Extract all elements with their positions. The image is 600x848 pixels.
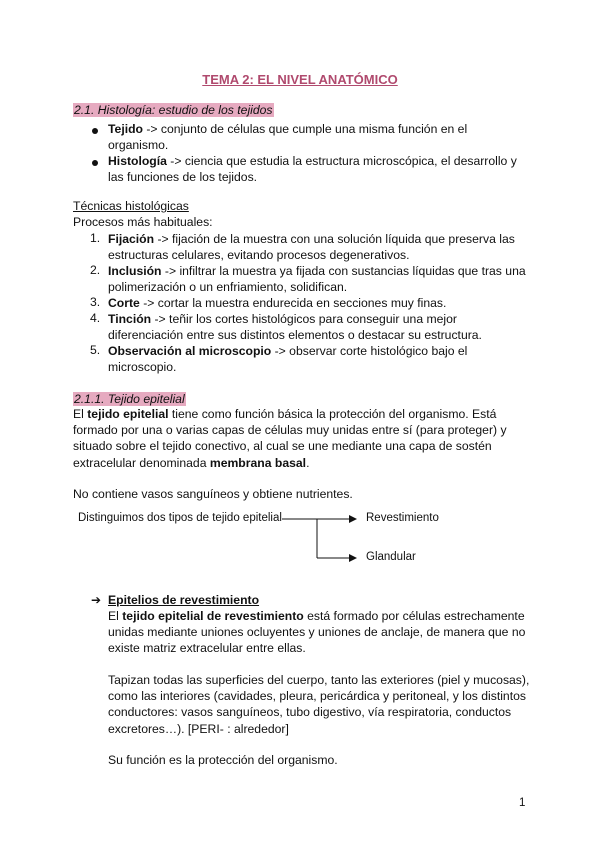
paragraph-funcion: Su función es la protección del organismo. <box>108 753 338 767</box>
heading-epitelios-revestimiento: Epitelios de revestimiento <box>108 593 260 607</box>
list-item: Observación al microscopio -> observar corte histológico bajo el microscopio. <box>108 344 468 375</box>
page-title: TEMA 2: EL NIVEL ANATÓMICO <box>202 72 398 87</box>
term-tejido: Tejido <box>108 122 143 136</box>
paragraph-revestimiento-2: Tapizan todas las superficies del cuerpo, tanto las exteriores (piel y mucosas), como las interiores (cavidades, pleura, pericárdica y peritoneal, y los distintos conductores: vasos sanguíneos, tubo digestivo, vía respiratoria, conductos excretores…). [PERI- : alrededor] <box>108 673 530 736</box>
list-number: 2. <box>90 263 101 277</box>
section-heading-2-1-1: 2.1.1. Tejido epitelial <box>74 392 185 406</box>
list-item: Tinción -> teñir los cortes histológicos para conseguir una mejor diferenciación entre sus distintos elementos o destacar su estructura. <box>108 312 482 343</box>
bullet-histologia: Histología -> ciencia que estudia la estructura microscópica, el desarrollo y las funciones de los tejidos. <box>108 154 517 185</box>
section-heading-2-1: 2.1. Histología: estudio de los tejidos <box>74 103 273 117</box>
list-number: 4. <box>90 311 101 325</box>
arrow-right-icon: ➔ <box>91 593 102 607</box>
diagram-target-glandular: Glandular <box>366 551 416 563</box>
list-number: 5. <box>90 343 101 357</box>
heading-tecnicas: Técnicas histológicas <box>73 199 189 213</box>
page-number: 1 <box>519 797 526 809</box>
bullet-tejido: Tejido -> conjunto de células que cumple una misma función en el organismo. <box>108 122 468 153</box>
paragraph-vasos: No contiene vasos sanguíneos y obtiene nutrientes. <box>73 487 353 501</box>
list-number: 3. <box>90 295 101 309</box>
list-item: Fijación -> fijación de la muestra con una solución líquida que preserva las estructuras celulares, evitando procesos degenerativos. <box>108 232 515 263</box>
paragraph-tejido-epitelial: El tejido epitelial tiene como función básica la protección del organismo. Está formado por una o varias capas de células muy unidas entre sí (para proteger) y situado sobre el tejido conectivo, al cual se une mediante una capa de sostén extracelular denominada membrana basal. <box>73 407 507 470</box>
term-histologia: Histología <box>108 154 167 168</box>
list-item: Inclusión -> infiltrar la muestra ya fijada con sustancias líquidas que tras una polimerización o un enfriamiento, solidifican. <box>108 264 526 295</box>
paragraph-revestimiento-1: El tejido epitelial de revestimiento está formado por células estrechamente unidas mediante uniones ocluyentes y uniones de anclaje, de manera que no existe matriz extracelular entre ellas. <box>108 609 526 656</box>
diagram-target-revestimiento: Revestimiento <box>366 512 439 524</box>
intro-procesos: Procesos más habituales: <box>73 215 213 229</box>
diagram-source-label: Distinguimos dos tipos de tejido epitelial <box>78 512 282 524</box>
list-item: Corte -> cortar la muestra endurecida en secciones muy finas. <box>108 296 447 310</box>
list-number: 1. <box>90 231 101 245</box>
